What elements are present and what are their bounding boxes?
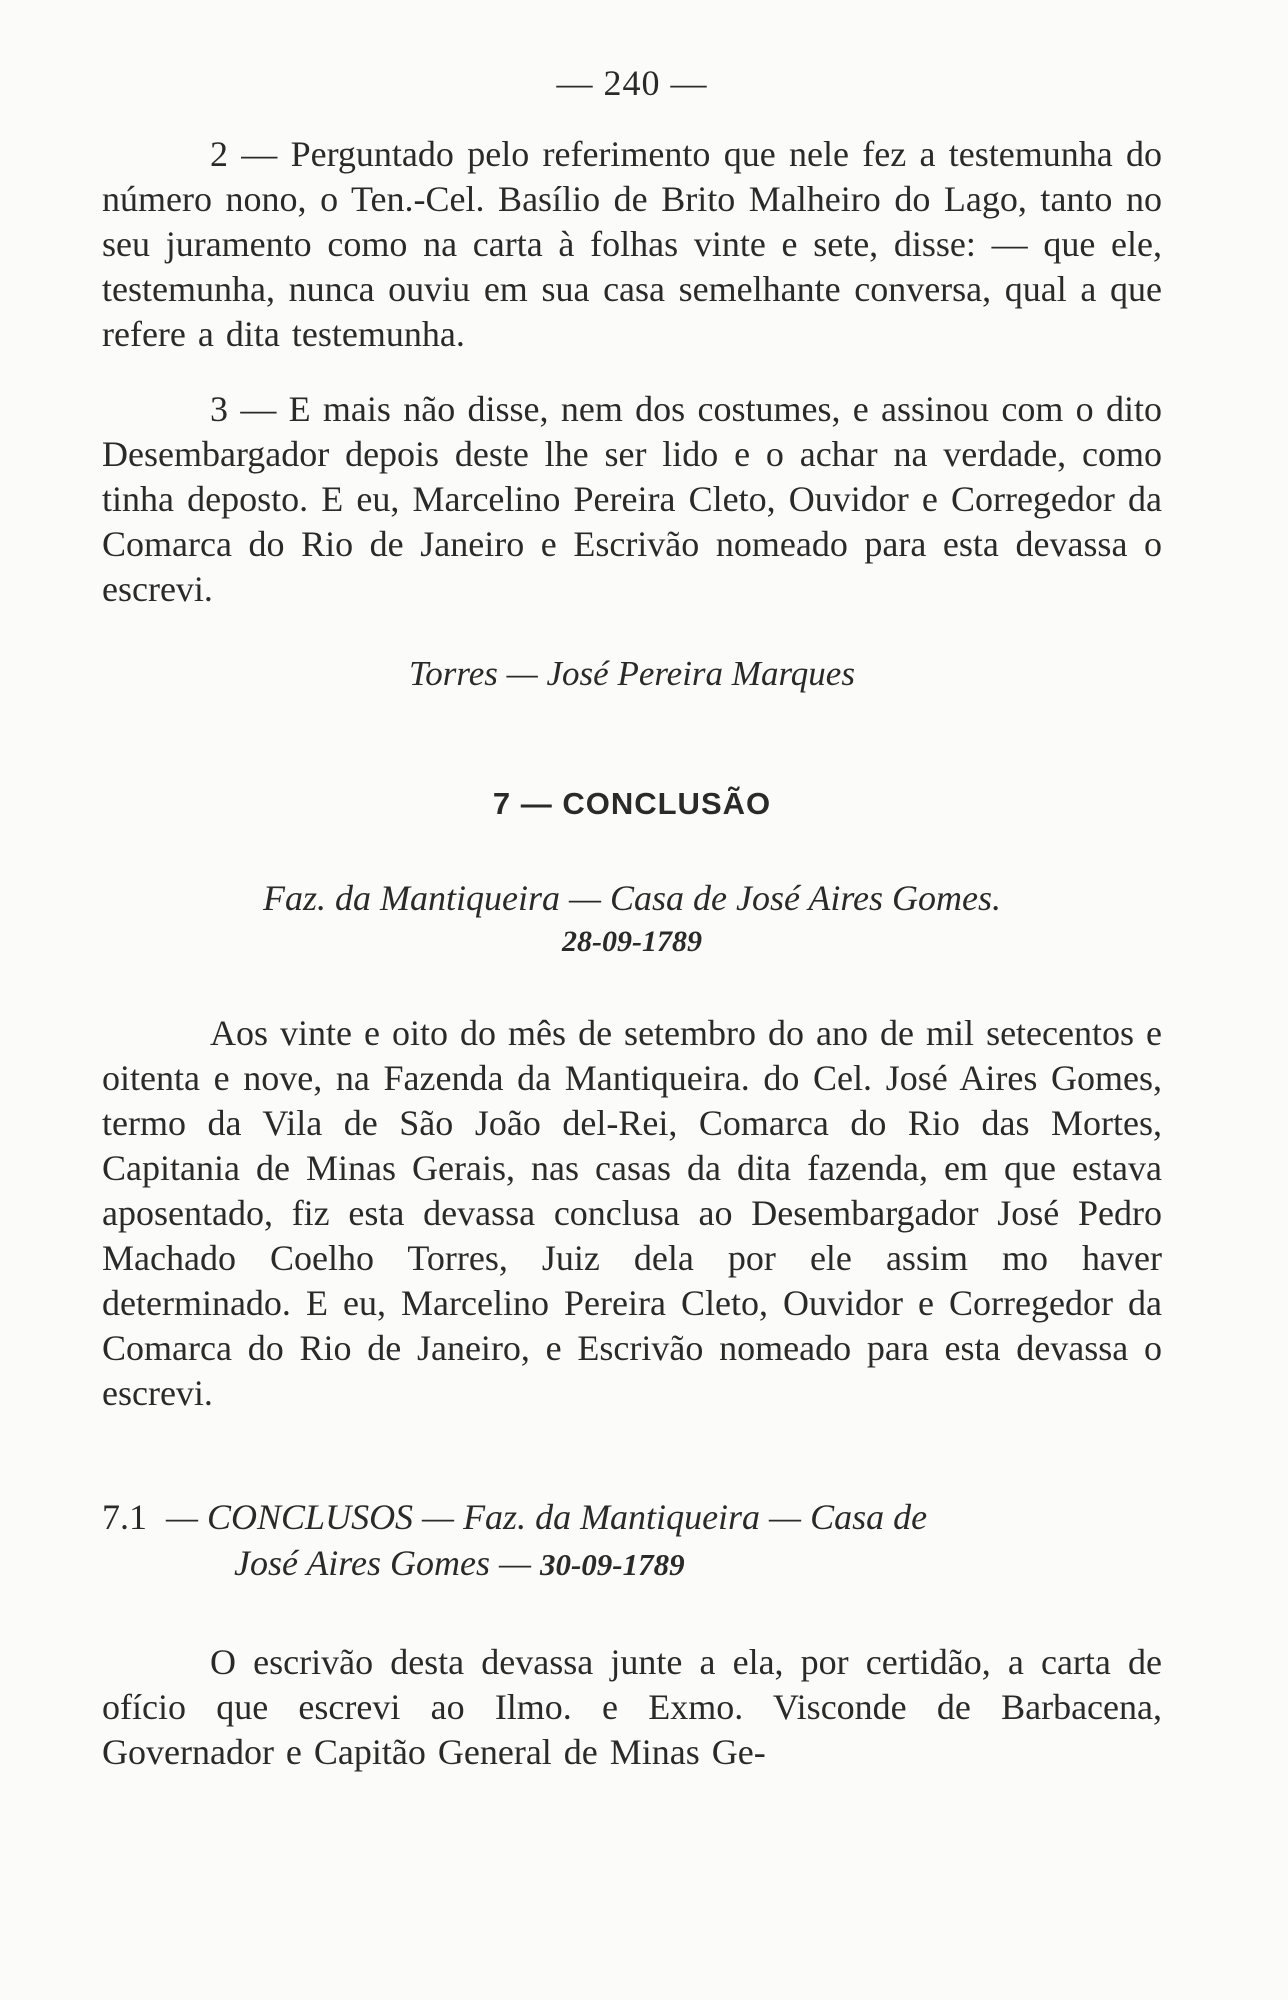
paragraph-testimony-3: 3 — E mais não disse, nem dos costumes, e assinou com o dito Desembargador depois deste lhe ser lido e o achar na verdade, como tinha deposto. E eu, Marcelino Pereira Cleto, Ouvidor e Corregedor da Comarca do Rio de Janeiro e Escrivão nomeado para esta devassa o escrevi.	[102, 389, 1162, 609]
paragraph-conclusos: O escrivão desta devassa junte a ela, por certidão, a carta de ofício que escrevi ao Ilmo. e Exmo. Visconde de Barbacena, Governador e Capitão General de Minas Ge-	[102, 1642, 1162, 1772]
subsection-heading-line1	[102, 1494, 1162, 1540]
subsection-heading-conclusos	[102, 1494, 1162, 1588]
document-page	[102, 62, 1162, 1775]
page-number: — 240 —	[556, 63, 708, 103]
section-title-conclusao: 7 — CONCLUSÃO	[492, 786, 772, 821]
subsection-heading-line2	[102, 1540, 1162, 1588]
subsection-heading-name: José Aires Gomes —	[234, 1543, 531, 1583]
subsection-number: 7.1	[102, 1497, 147, 1537]
paragraph-testimony-2: 2 — Perguntado pelo referimento que nele fez a testemunha do número nono, o Ten.-Cel. Basílio de Brito Malheiro do Lago, tanto no seu juramento como na carta à folhas vinte e sete, disse: — que ele, testemunha, nunca ouviu em sua casa semelhante conversa, qual a que refere a dita testemunha.	[102, 134, 1162, 354]
signatures: Torres — José Pereira Marques	[409, 654, 855, 693]
subsection-date: 30-09-1789	[539, 1547, 685, 1582]
section-place: Faz. da Mantiqueira — Casa de José Aires Gomes.	[263, 878, 1001, 918]
section-date: 28-09-1789	[562, 925, 702, 958]
paragraph-conclusao: Aos vinte e oito do mês de setembro do ano de mil setecentos e oitenta e nove, na Fazenda da Mantiqueira. do Cel. José Aires Gomes, termo da Vila de São João del-Rei, Comarca do Rio das Mortes, Capitania de Minas Gerais, nas casas da dita fazenda, em que estava aposentado, fiz esta devassa conclusa ao Desembargador José Pedro Machado Coelho Torres, Juiz dela por ele assim mo haver determinado. E eu, Marcelino Pereira Cleto, Ouvidor e Corregedor da Comarca do Rio de Janeiro, e Escrivão nomeado para esta devassa o escrevi.	[102, 1013, 1162, 1413]
subsection-heading-text: — CONCLUSOS — Faz. da Mantiqueira — Casa de	[166, 1497, 928, 1537]
